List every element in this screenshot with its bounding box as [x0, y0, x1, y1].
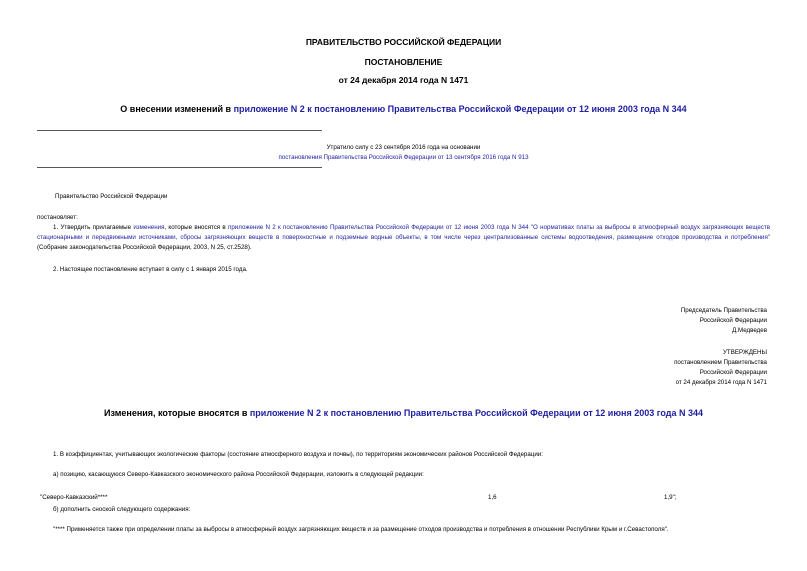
doc-title-prefix: О внесении изменений в [120, 104, 234, 114]
changes-item-a: а) позицию, касающуюся Северо-Кавказского экономического района Российской Федерации, изложить в следующей редакции: [53, 471, 424, 478]
table-cell-value-2: 1,9"; [664, 494, 677, 501]
approved-line-3: Российской Федерации [699, 369, 767, 376]
changes-item-b: б) дополнить сноской следующего содержания: [53, 506, 191, 513]
paragraph-2: 2. Настоящее постановление вступает в силу с 1 января 2015 года. [53, 266, 248, 273]
body-resolves: постановляет: [37, 214, 78, 221]
validity-line: Утратило силу с 23 сентября 2016 года на основании [326, 144, 481, 151]
doc-title [0, 104, 807, 114]
table-cell-value-1: 1,6 [488, 494, 497, 501]
p1-text-b: , которые вносятся в [164, 224, 229, 231]
validity-link[interactable]: постановления Правительства Российской Федерации от 13 сентября 2016 года N 913 [278, 154, 529, 161]
paragraph-1 [37, 223, 770, 253]
p1-text-c: (Собрание законодательства Российской Федерации, 2003, N 25, ст.2528). [37, 244, 252, 251]
signature-name: Д.Медведев [732, 327, 767, 334]
approved-line-2: постановлением Правительства [674, 359, 767, 366]
changes-title [0, 408, 807, 418]
table-cell-region: "Северо-Кавказский**** [40, 494, 108, 501]
footnote: "**** Применяется также при определении платы за выбросы в атмосферный воздух загрязняющих веществ и за размещение отходов производства и потребления в отношении Республики Крым и г.Севастополя". [53, 526, 669, 533]
divider-top [37, 130, 322, 131]
signature-line-1: Председатель Правительства [680, 307, 767, 314]
p1-link-annex[interactable]: приложение N 2 к постановлению Правительства Российской Федерации от 12 июня 2003 года N 344 "О нормативах платы за выбросы в атмосферный воздух загрязняющих веществ стационарными и передвижными источниками, сбросы загрязняющих веществ в поверхностные и подземные водные объекты, в том числе через централизованные системы водоотведения, размещение отходов производства и потребления" [37, 224, 770, 241]
body-gov: Правительство Российской Федерации [55, 193, 168, 200]
header-doc-date: от 24 декабря 2014 года N 1471 [338, 75, 469, 85]
divider-bottom [37, 167, 322, 168]
header-doc-type: ПОСТАНОВЛЕНИЕ [364, 57, 443, 67]
changes-title-prefix: Изменения, которые вносятся в [104, 408, 250, 418]
p1-link-changes[interactable]: изменения [133, 224, 165, 231]
p1-text-a: 1. Утвердить прилагаемые [53, 224, 134, 231]
approved-line-1: УТВЕРЖДЕНЫ [723, 349, 767, 356]
changes-title-link[interactable]: приложение N 2 к постановлению Правительства Российской Федерации от 12 июня 2003 года N 344 [249, 408, 703, 418]
doc-title-link[interactable]: приложение N 2 к постановлению Правительства Российской Федерации от 12 июня 2003 года N 344 [233, 104, 687, 114]
signature-line-2: Российской Федерации [699, 317, 767, 324]
approved-line-4: от 24 декабря 2014 года N 1471 [675, 379, 767, 386]
header-government: ПРАВИТЕЛЬСТВО РОССИЙСКОЙ ФЕДЕРАЦИИ [305, 37, 502, 47]
changes-item-1: 1. В коэффициентах, учитывающих экологические факторы (состояние атмосферного воздуха и почвы), по территориям экономических районов Российской Федерации: [53, 451, 543, 458]
